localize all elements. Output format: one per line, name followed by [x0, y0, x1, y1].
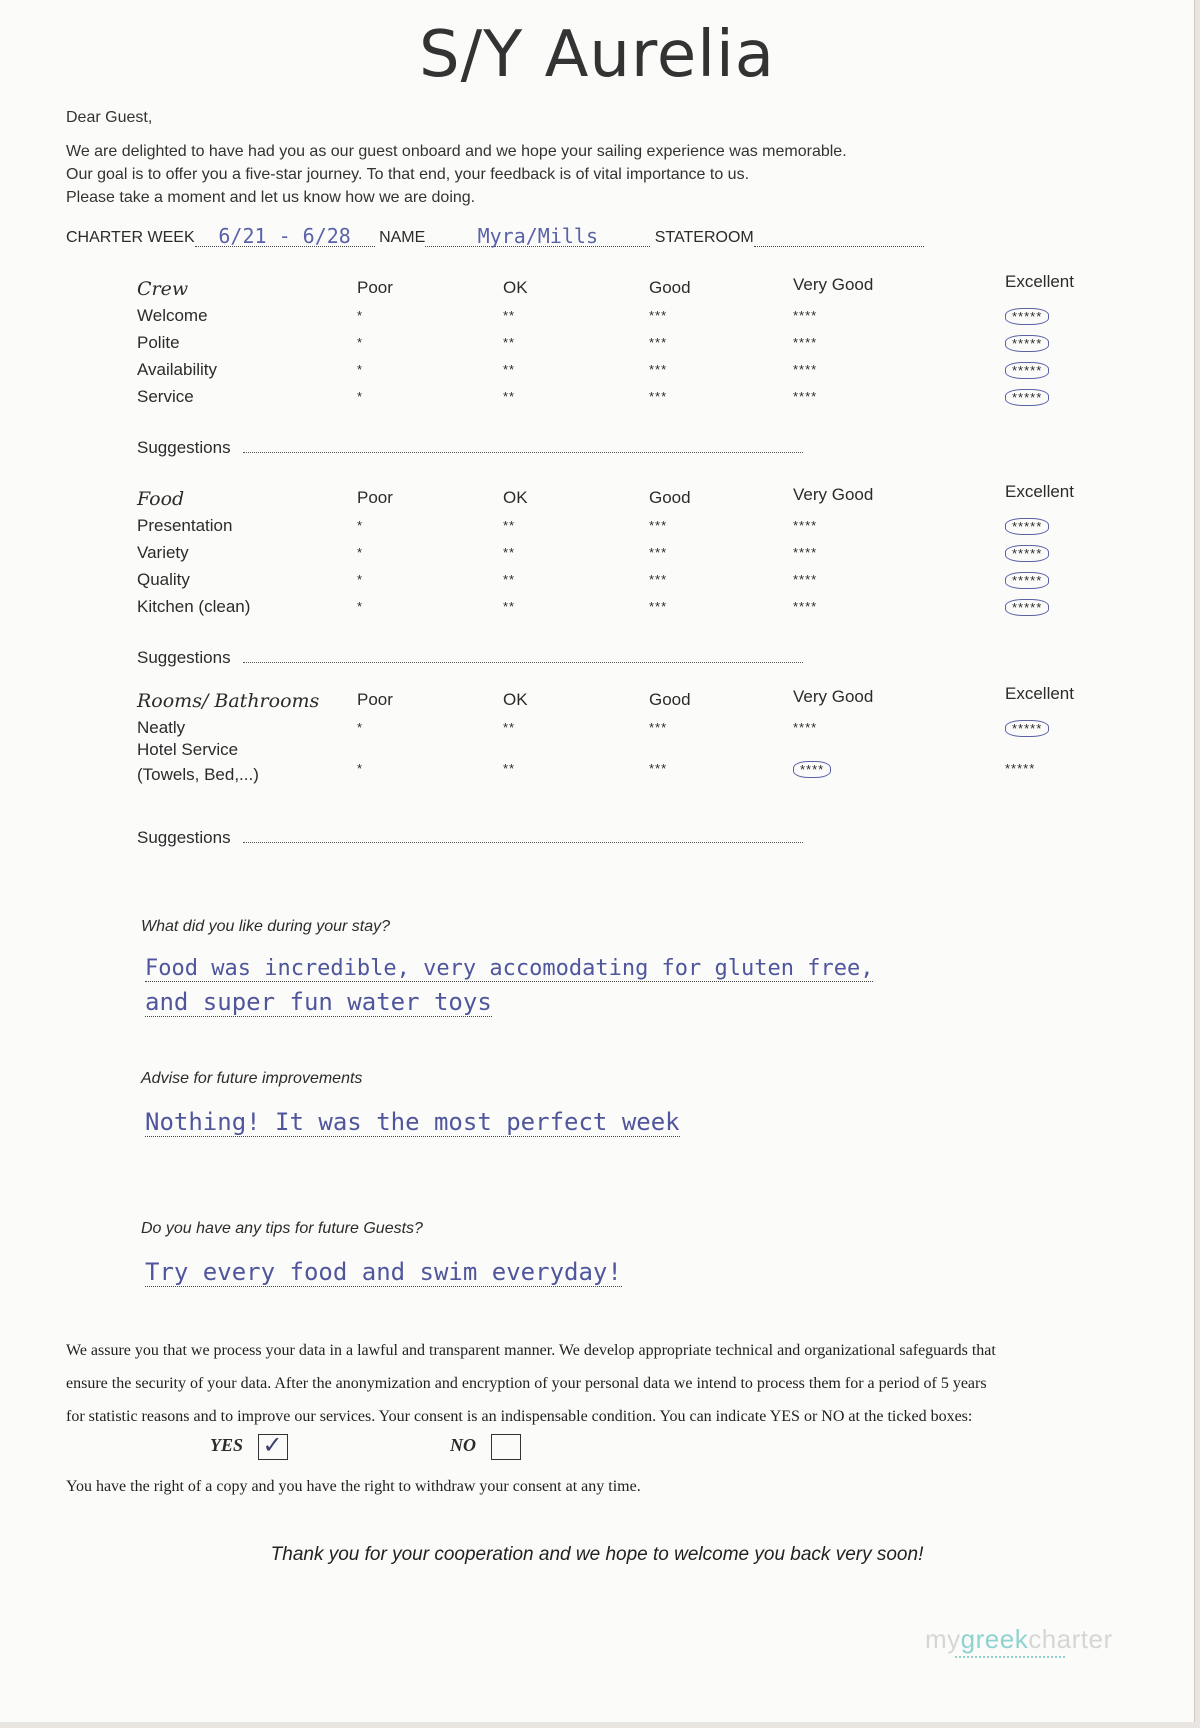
- intro-line-3: Please take a moment and let us know how we are doing.: [66, 189, 476, 206]
- rating-option-4-stars[interactable]: ****: [793, 518, 818, 533]
- rating-header-poor: Poor: [357, 488, 393, 507]
- consent-yes: [210, 1434, 288, 1460]
- rating-option-4-stars[interactable]: ****: [793, 599, 818, 614]
- rating-row: [137, 543, 1097, 569]
- rating-item-label: Welcome: [137, 306, 208, 325]
- rating-option-4-stars[interactable]: ****: [793, 545, 818, 560]
- rating-option-1-stars[interactable]: *: [357, 389, 364, 404]
- check-icon: ✓: [262, 1433, 283, 1459]
- rating-option-5-stars[interactable]: *****: [1005, 599, 1049, 616]
- stateroom-field[interactable]: [754, 224, 924, 247]
- rating-option-3-stars[interactable]: ***: [649, 518, 668, 533]
- rating-option-1-stars[interactable]: *: [357, 572, 364, 587]
- rating-header-good: Good: [649, 690, 691, 709]
- rating-row: [137, 306, 1097, 332]
- category-title: Crew: [137, 278, 189, 300]
- stateroom-label: STATEROOM: [654, 229, 754, 246]
- suggestions-field[interactable]: [243, 828, 803, 843]
- name-label: NAME: [379, 229, 426, 246]
- rating-item-label: Neatly: [137, 718, 186, 737]
- rating-header-excellent: Excellent: [1005, 482, 1074, 501]
- rating-option-3-stars[interactable]: ***: [649, 335, 668, 350]
- rating-item-label: Service: [137, 387, 194, 406]
- charter-week-label: CHARTER WEEK: [66, 229, 195, 246]
- rating-item-label: Quality: [137, 570, 190, 589]
- rating-option-4-stars[interactable]: ****: [793, 720, 818, 735]
- rating-row: [137, 360, 1097, 386]
- no-checkbox[interactable]: [491, 1434, 521, 1460]
- rights-text: You have the right of a copy and you have the right to withdraw your consent at any time.: [66, 1478, 641, 1495]
- rating-option-3-stars[interactable]: ***: [649, 572, 668, 587]
- rating-option-5-stars[interactable]: *****: [1005, 518, 1049, 535]
- suggestions-label: Suggestions: [137, 828, 231, 847]
- rating-option-5-stars[interactable]: *****: [1005, 761, 1036, 776]
- rating-option-2-stars[interactable]: **: [503, 572, 516, 587]
- rating-item-label: Polite: [137, 333, 180, 352]
- rating-row: [137, 516, 1097, 542]
- rating-header-row: [137, 684, 1097, 716]
- charter-info-line: [66, 224, 924, 247]
- rating-option-3-stars[interactable]: ***: [649, 599, 668, 614]
- rating-option-1-stars[interactable]: *: [357, 599, 364, 614]
- watermark-wave-icon: [955, 1656, 1065, 1666]
- rating-option-3-stars[interactable]: ***: [649, 761, 668, 776]
- rating-option-5-stars[interactable]: *****: [1005, 308, 1049, 325]
- answer-2-line-1[interactable]: Nothing! It was the most perfect week: [145, 1108, 680, 1136]
- rating-option-4-stars[interactable]: ****: [793, 335, 818, 350]
- rating-option-5-stars[interactable]: *****: [1005, 720, 1049, 737]
- suggestions-row: [137, 648, 803, 668]
- rating-header-ok: OK: [503, 488, 528, 507]
- rating-option-5-stars[interactable]: *****: [1005, 572, 1049, 589]
- rating-header-very-good: Very Good: [793, 485, 874, 504]
- rating-option-3-stars[interactable]: ***: [649, 545, 668, 560]
- rating-option-5-stars[interactable]: *****: [1005, 545, 1049, 562]
- rating-row: [137, 333, 1097, 359]
- rating-item-label: Variety: [137, 543, 189, 562]
- question-3: Do you have any tips for future Guests?: [141, 1220, 423, 1237]
- suggestions-label: Suggestions: [137, 438, 231, 457]
- page-title: S/Y Aurelia: [418, 18, 776, 92]
- rating-item-label: Hotel Service (Towels, Bed,...): [137, 740, 259, 784]
- thank-you-note: Thank you for your cooperation and we hope to welcome you back very soon!: [270, 1544, 924, 1565]
- charter-week-field[interactable]: 6/21 - 6/28: [195, 224, 375, 247]
- data-privacy-text: [66, 1334, 1116, 1433]
- rating-header-very-good: Very Good: [793, 275, 874, 294]
- rating-header-good: Good: [649, 488, 691, 507]
- suggestions-label: Suggestions: [137, 648, 231, 667]
- answer-1-line-2[interactable]: and super fun water toys: [145, 988, 492, 1016]
- rating-option-4-stars[interactable]: ****: [793, 362, 818, 377]
- rating-option-3-stars[interactable]: ***: [649, 389, 668, 404]
- rating-option-3-stars[interactable]: ***: [649, 720, 668, 735]
- rating-option-4-stars[interactable]: ****: [793, 389, 818, 404]
- rating-option-4-stars[interactable]: ****: [793, 308, 818, 323]
- rating-header-ok: OK: [503, 690, 528, 709]
- rating-row: [137, 597, 1097, 623]
- rating-option-1-stars[interactable]: *: [357, 720, 364, 735]
- rating-row: [137, 740, 1097, 785]
- rating-option-2-stars[interactable]: **: [503, 389, 516, 404]
- rating-option-3-stars[interactable]: ***: [649, 362, 668, 377]
- yes-label: YES: [210, 1435, 244, 1456]
- rating-row: [137, 387, 1097, 413]
- no-label: NO: [450, 1435, 476, 1456]
- rating-header-excellent: Excellent: [1005, 272, 1074, 291]
- rating-option-4-stars[interactable]: ****: [793, 572, 818, 587]
- intro-line-1: We are delighted to have had you as our guest onboard and we hope your sailing experience was memorable.: [66, 143, 847, 160]
- rating-row: [137, 570, 1097, 596]
- legal-line-1: We assure you that we process your data in a lawful and transparent manner. We develop appropriate technical and organizational safeguards that: [66, 1342, 996, 1359]
- suggestions-row: [137, 828, 803, 848]
- question-1: What did you like during your stay?: [141, 918, 391, 935]
- rating-row: [137, 718, 1097, 744]
- rating-option-2-stars[interactable]: **: [503, 518, 516, 533]
- rating-option-5-stars[interactable]: *****: [1005, 389, 1049, 406]
- rating-item-label: Presentation: [137, 516, 233, 535]
- rating-option-5-stars[interactable]: *****: [1005, 362, 1049, 379]
- rating-option-1-stars[interactable]: *: [357, 362, 364, 377]
- rating-option-4-stars[interactable]: ****: [793, 761, 831, 778]
- rating-item-label: Availability: [137, 360, 218, 379]
- rating-option-2-stars[interactable]: **: [503, 545, 516, 560]
- suggestions-row: [137, 438, 803, 458]
- consent-no: [450, 1434, 521, 1460]
- rating-option-2-stars[interactable]: **: [503, 362, 516, 377]
- legal-line-2: ensure the security of your data. After the anonymization and encryption of your personal data we intend to process them for a period of 5 years: [66, 1375, 987, 1392]
- rating-header-excellent: Excellent: [1005, 684, 1074, 703]
- rating-option-1-stars[interactable]: *: [357, 308, 364, 323]
- rating-option-5-stars[interactable]: *****: [1005, 335, 1049, 352]
- answer-1-line-1[interactable]: Food was incredible, very accomodating for gluten free,: [145, 956, 874, 981]
- rating-option-3-stars[interactable]: ***: [649, 308, 668, 323]
- rating-header-ok: OK: [503, 278, 528, 297]
- question-2: Advise for future improvements: [141, 1070, 363, 1087]
- rating-header-very-good: Very Good: [793, 687, 874, 706]
- rating-option-2-stars[interactable]: **: [503, 335, 516, 350]
- rating-option-2-stars[interactable]: **: [503, 599, 516, 614]
- legal-line-3: for statistic reasons and to improve our services. Your consent is an indispensable condition. You can indicate YES or NO at the ticked boxes:: [66, 1408, 973, 1425]
- rating-item-label: Kitchen (clean): [137, 597, 251, 616]
- watermark-logo: mygreekcharter: [925, 1624, 1113, 1654]
- rating-option-1-stars[interactable]: *: [357, 545, 364, 560]
- rating-header-good: Good: [649, 278, 691, 297]
- rating-option-1-stars[interactable]: *: [357, 761, 364, 776]
- rating-header-poor: Poor: [357, 690, 393, 709]
- answer-3-line-1[interactable]: Try every food and swim everyday!: [145, 1258, 622, 1286]
- category-title: Rooms/ Bathrooms: [137, 690, 320, 712]
- rating-option-1-stars[interactable]: *: [357, 518, 364, 533]
- rating-option-2-stars[interactable]: **: [503, 720, 516, 735]
- yes-checkbox[interactable]: [258, 1434, 288, 1460]
- intro-line-2: Our goal is to offer you a five-star journey. To that end, your feedback is of vital importance to us.: [66, 166, 750, 183]
- greeting: Dear Guest,: [66, 109, 153, 126]
- rating-header-poor: Poor: [357, 278, 393, 297]
- rating-header-row: [137, 482, 1097, 514]
- rating-header-row: [137, 272, 1097, 304]
- rating-option-2-stars[interactable]: **: [503, 308, 516, 323]
- suggestions-field[interactable]: [243, 648, 803, 663]
- suggestions-field[interactable]: [243, 438, 803, 453]
- name-field[interactable]: Myra/Mills: [425, 224, 650, 247]
- rating-option-2-stars[interactable]: **: [503, 761, 516, 776]
- rating-option-1-stars[interactable]: *: [357, 335, 364, 350]
- category-title: Food: [137, 488, 185, 510]
